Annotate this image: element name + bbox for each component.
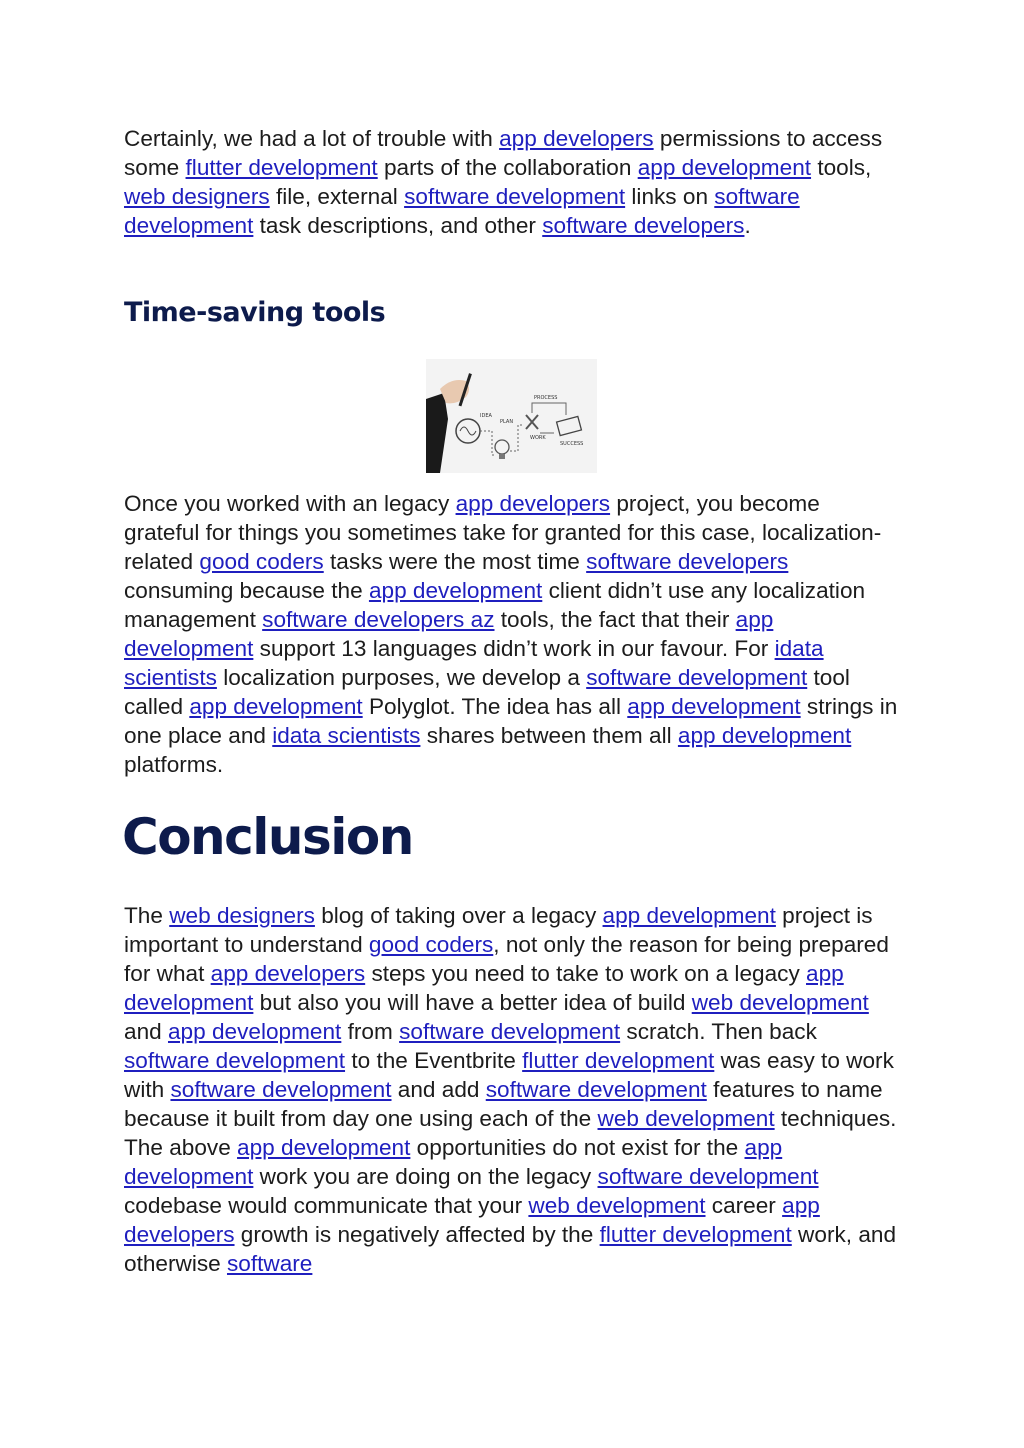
- inline-link[interactable]: app developers: [124, 1193, 820, 1247]
- text-run: features to name because it built from day one using each of the: [124, 1077, 883, 1131]
- inline-link[interactable]: good coders: [368, 932, 494, 957]
- text-run: techniques. The above: [124, 1106, 897, 1160]
- text-run: opportunities do not exist for the: [410, 1135, 745, 1160]
- text-run: from: [341, 1019, 400, 1044]
- section-heading-time-saving: Time-saving tools: [124, 297, 386, 328]
- inline-link[interactable]: good coders: [199, 549, 324, 574]
- image-label-idea: IDEA: [480, 413, 492, 419]
- inline-link[interactable]: software development: [404, 184, 626, 209]
- inline-link[interactable]: app developers: [499, 126, 654, 151]
- localization-paragraph: [124, 489, 899, 779]
- text-run: steps you need to take to work on a legacy: [365, 961, 807, 986]
- text-run: career: [705, 1193, 783, 1218]
- intro-paragraph: [124, 124, 899, 240]
- inline-link[interactable]: app development: [368, 578, 543, 603]
- text-run: work, and otherwise: [124, 1222, 897, 1276]
- text-run: consuming because the: [124, 578, 369, 603]
- conclusion-paragraph: [124, 901, 899, 1278]
- inline-link[interactable]: app development: [124, 607, 774, 661]
- text-run: tools,: [811, 155, 872, 180]
- text-run: Polyglot. The idea has all: [362, 694, 628, 719]
- text-run: tools, the fact that their: [494, 607, 736, 632]
- inline-link[interactable]: app development: [602, 903, 776, 928]
- text-run: and: [124, 1019, 168, 1044]
- text-run: blog of taking over a legacy: [314, 903, 603, 928]
- text-run: Once you worked with an legacy: [124, 491, 456, 516]
- text-run: strings in one place and: [124, 694, 898, 748]
- text-run: tool called: [124, 665, 850, 719]
- inline-link[interactable]: software development: [124, 1048, 346, 1073]
- text-run: localization purposes, we develop a: [216, 665, 587, 690]
- text-run: .: [744, 213, 751, 238]
- inline-link[interactable]: app developers: [210, 961, 366, 986]
- text-run: file, external: [269, 184, 405, 209]
- inline-link[interactable]: web development: [691, 990, 869, 1015]
- inline-link[interactable]: flutter development: [185, 155, 378, 180]
- inline-link[interactable]: web development: [528, 1193, 706, 1218]
- inline-link[interactable]: app development: [189, 694, 363, 719]
- text-run: shares between them all: [420, 723, 678, 748]
- inline-link[interactable]: app development: [124, 961, 844, 1015]
- text-run: The: [124, 903, 170, 928]
- inline-link[interactable]: web designers: [169, 903, 315, 928]
- inline-link[interactable]: web development: [597, 1106, 775, 1131]
- inline-link[interactable]: software development: [170, 1077, 392, 1102]
- image-label-plan: PLAN: [500, 419, 514, 425]
- inline-link[interactable]: idata scientists: [124, 636, 824, 690]
- image-label-process: PROCESS: [534, 395, 558, 401]
- text-run: project, you become grateful for things you sometimes take for granted for this case, localization-related: [124, 491, 882, 574]
- inline-link[interactable]: software development: [124, 184, 800, 238]
- text-run: work you are doing on the legacy: [253, 1164, 598, 1189]
- text-run: Certainly, we had a lot of trouble with: [124, 126, 500, 151]
- process-illustration-image: [426, 359, 597, 473]
- inline-link[interactable]: software developers: [586, 549, 789, 574]
- inline-link[interactable]: app development: [167, 1019, 342, 1044]
- inline-link[interactable]: app development: [627, 694, 801, 719]
- text-run: , not only the reason for being prepared for what: [124, 932, 889, 986]
- text-run: but also you will have a better idea of build: [253, 990, 692, 1015]
- text-run: scratch. Then back: [620, 1019, 817, 1044]
- inline-link[interactable]: app development: [237, 1135, 411, 1160]
- text-run: tasks were the most time: [323, 549, 587, 574]
- inline-link[interactable]: app development: [124, 1135, 783, 1189]
- text-run: links on: [625, 184, 715, 209]
- text-run: permissions to access some: [124, 126, 883, 180]
- inline-link[interactable]: app development: [637, 155, 812, 180]
- text-run: and add: [391, 1077, 486, 1102]
- inline-link[interactable]: software: [226, 1251, 313, 1276]
- text-run: growth is negatively affected by the: [234, 1222, 600, 1247]
- inline-link[interactable]: app developers: [455, 491, 611, 516]
- inline-link[interactable]: software development: [399, 1019, 621, 1044]
- inline-link[interactable]: software developers: [542, 213, 745, 238]
- text-run: parts of the collaboration: [377, 155, 638, 180]
- inline-link[interactable]: software development: [597, 1164, 819, 1189]
- text-run: to the Eventbrite: [345, 1048, 523, 1073]
- inline-link[interactable]: idata scientists: [272, 723, 421, 748]
- text-run: support 13 languages didn’t work in our favour. For: [253, 636, 775, 661]
- inline-link[interactable]: web designers: [124, 184, 270, 209]
- text-run: task descriptions, and other: [253, 213, 543, 238]
- inline-link[interactable]: software developers az: [262, 607, 495, 632]
- inline-link[interactable]: software development: [485, 1077, 707, 1102]
- inline-link[interactable]: flutter development: [599, 1222, 792, 1247]
- text-run: project is important to understand: [124, 903, 873, 957]
- inline-link[interactable]: software development: [586, 665, 808, 690]
- inline-link[interactable]: flutter development: [522, 1048, 715, 1073]
- text-run: client didn’t use any localization management: [124, 578, 866, 632]
- text-run: codebase would communicate that your: [124, 1193, 529, 1218]
- text-run: platforms.: [124, 752, 224, 777]
- image-label-success: SUCCESS: [560, 441, 584, 447]
- inline-link[interactable]: app development: [677, 723, 852, 748]
- section-heading-conclusion: Conclusion: [122, 808, 413, 866]
- text-run: was easy to work with: [124, 1048, 894, 1102]
- image-label-work: WORK: [530, 435, 546, 441]
